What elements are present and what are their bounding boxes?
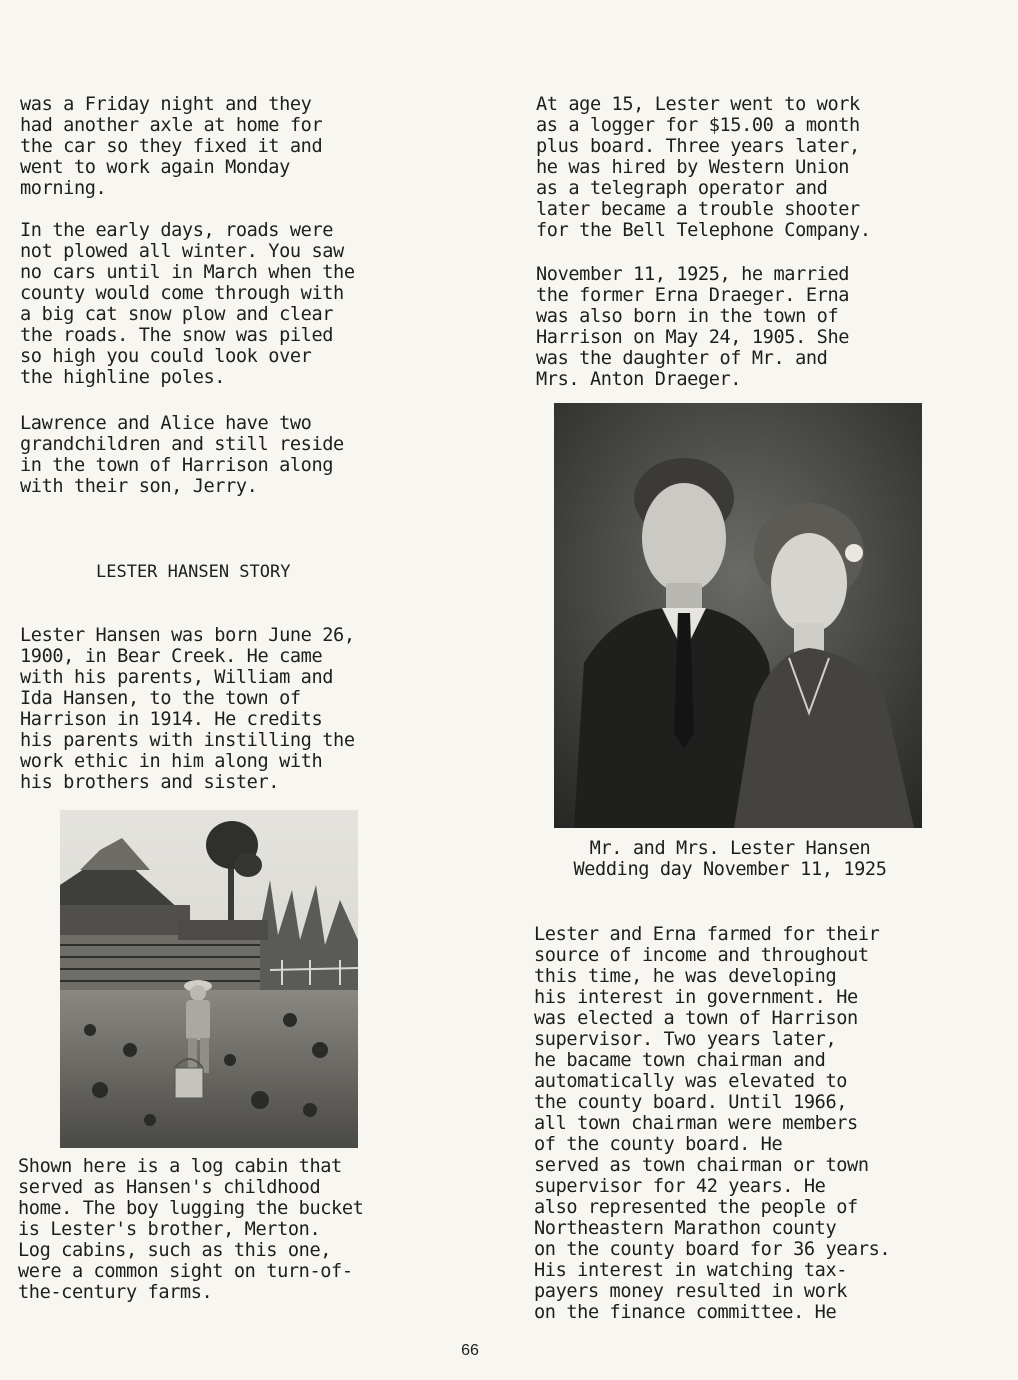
body-paragraph: was a Friday night and they had another axle at home for the car so they fixed it and went to work again Monday morning. <box>20 94 323 199</box>
body-paragraph: Lester and Erna farmed for their source of income and throughout this time, he was developing his interest in government. He was elected a town of Harrison supervisor. Two years later, he bacame town chairman and automatically was elevated to the county board. Until 1966, all town chairman were members of the county board. He served as town chairman or town supervisor for 42 years. He also represented the people of Northeastern Marathon county on the county board for 36 years. His interest in watching tax- payers money resulted in work on the finance committee. He <box>534 924 891 1323</box>
page-number: 66 <box>461 1342 479 1359</box>
body-paragraph: Lester Hansen was born June 26, 1900, in Bear Creek. He came with his parents, William and Ida Hansen, to the town of Harrison in 1914. He credits his parents with instilling the work ethic in him along with his brothers and sister. <box>20 625 355 793</box>
log-cabin-photo <box>60 810 358 1148</box>
section-heading: LESTER HANSEN STORY <box>96 562 291 582</box>
body-paragraph: In the early days, roads were not plowed all winter. You saw no cars until in March when the county would come through with a big cat snow plow and clear the roads. The snow was piled so high you could look over the highline poles. <box>20 220 355 388</box>
photo-caption: Mr. and Mrs. Lester Hansen Wedding day November 11, 1925 <box>573 838 887 880</box>
wedding-portrait-photo <box>554 403 922 828</box>
body-paragraph: Lawrence and Alice have two grandchildren and still reside in the town of Harrison along with their son, Jerry. <box>20 413 344 497</box>
photo-caption: Shown here is a log cabin that served as Hansen's childhood home. The boy lugging the bucket is Lester's brother, Merton. Log cabins, such as this one, were a common sight on turn-of- the-century farms. <box>18 1156 364 1303</box>
body-paragraph: At age 15, Lester went to work as a logger for $15.00 a month plus board. Three years later, he was hired by Western Union as a telegraph operator and later became a trouble shooter for the Bell Telephone Company. <box>536 94 871 241</box>
body-paragraph: November 11, 1925, he married the former Erna Draeger. Erna was also born in the town of Harrison on May 24, 1905. She was the daughter of Mr. and Mrs. Anton Draeger. <box>536 264 850 390</box>
